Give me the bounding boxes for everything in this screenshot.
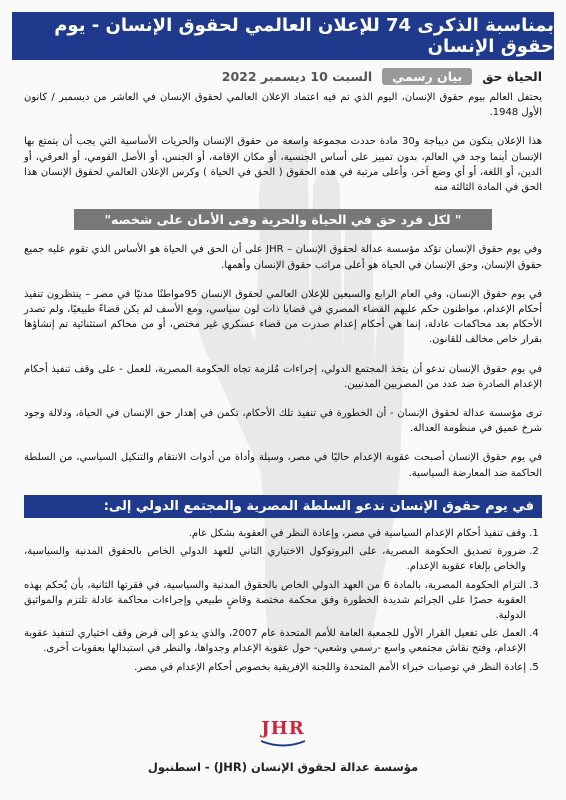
body-paragraph-2: في يوم حقوق الإنسان، وفي العام الرابع والسبعين للإعلان العالمي لحقوق الإنسان 95مواطنًا مدنيًا في مصر – ينتظرون تنفيذ أحكام الإعدام، مواطنون حكم عليهم القضاء المصري في قضايا ذات لون سياسي، ومع الأسف لم يكن قضاءً طبيعيًا، ولم تصدر الأحكام بعد محاكمات عادلة، إنما هي أحكام إعدام صدرت من قضاء عسكري غير مختص، أو من محاكم استثنائية تم إنشاؤها بقرار خاص مخالف للقانون. <box>24 288 542 346</box>
declaration-paragraph: هذا الإعلان يتكون من ديباجة و30 مادة حددت مجموعة واسعة من حقوق الإنسان والحريات الأساسية التي يجب أن يتمتع بها الإنسان أينما وجد في العالم، بدون تمييز على أساس الجنسية، أو مكان الإقامة، أو الجنس، أو الأصل القومي، أو العرقي، أو الدين، أو اللغة، أو أي وضع آخر، وأعلى مرتبة في هذه الحقوق ( الحق في الحياة ) وكرس الإعلان العالمي لحقوق الإنسان هذا الحق في المادة الثالثة منه <box>24 136 542 194</box>
list-item: 5. إعادة النظر في توصيات خبراء الأمم المتحدة واللجنة الإفريقية بخصوص أحكام الإعدام في مصر. <box>24 660 526 675</box>
body-paragraph-4: ترى مؤسسة عدالة لحقوق الإنسان - أن الخطورة في تنفيذ تلك الأحكام، تكمن في إهدار حق الإنسان في الحياة، ودلالة وجود شرخ عميق في منظومة العدالة. <box>24 408 542 435</box>
body-paragraph-3: في يوم حقوق الإنسان ندعو أن يتخذ المجتمع الدولي، إجراءات مُلزمة تجاه الحكومة المصرية، للعمل - على وقف تنفيذ أحكام الإعدام الصادرة ضد عدد من المصريين المدنيين. <box>24 363 542 390</box>
quote-banner: " لكل فرد حق في الحياة والحرية وفى الأمان على شخصه" <box>74 209 492 230</box>
subline <box>24 66 542 86</box>
date: السبت 10 ديسمبر 2022 <box>221 68 373 84</box>
body-paragraph-1: وفي يوم حقوق الإنسان تؤكد مؤسسة عدالة لحقوق الإنسان – JHR على أن الحق في الحياة هو الأساس الذي تقوم عليه جميع حقوق الإنسان، وحق الإنسان في الحياة هو أعلى مراتب حقوق الإنسان وأهمها. <box>24 244 542 271</box>
list-item: 3. التزام الحكومة المصرية، بالمادة 6 من العهد الدولي الخاص بالحقوق المدنية والسياسية، في فقرتها الثانية، بأن يُحكم بهذه العقوبة حصرًا على الجرائم شديدة الخطورة وفق محكمة مختصة وقاضٍ طبيعي وإجراءات محاكمة عادلة تلتزم والمواثيق الدولية. <box>24 578 526 624</box>
list-item: 2. ضرورة تصديق الحكومة المصرية، على البروتوكول الاختياري الثاني للعهد الدولي الخاص بالحقوق المدنية والسياسية، والخاص بإلغاء عقوبة الإعدام. <box>24 544 526 574</box>
organization-name: مؤسسة عدالة لحقوق الإنسان (JHR) - اسطنبول <box>147 760 419 774</box>
demands-list <box>24 526 542 675</box>
list-item: 1. وقف تنفيذ أحكام الإعدام السياسية في مصر، وإعادة النظر في العقوبة بشكل عام. <box>24 526 526 541</box>
jhr-logo <box>0 718 566 748</box>
demands-heading: في يوم حقوق الإنسان ندعو السلطة المصرية والمجتمع الدولي إلى: <box>24 495 542 518</box>
list-item: 4. العمل على تفعيل القرار الأول للجمعية العامة للأمم المتحدة عام 2007، والذي يدعو إلى فرض وقف اختياري لتنفيذ عقوبة الإعدام، وفتح نقاش مجتمعي واسع -رسمي وشعبي- حول عقوبة الإعدام وجدواها، والنظر في استبدالها بعقوبات أخرى. <box>24 626 526 656</box>
subline-label: الحياة حق <box>482 68 542 84</box>
statement-badge: بيان رسمي <box>382 68 472 85</box>
logo-swoosh-icon <box>259 738 307 748</box>
logo-text: JHR <box>261 718 305 739</box>
document-body <box>24 90 542 678</box>
page-title: بمناسبة الذكرى 74 للإعلان العالمي لحقوق الإنسان - يوم حقوق الإنسان <box>12 12 554 60</box>
intro-paragraph: يحتفل العالم بيوم حقوق الإنسان، اليوم الذي تم فيه اعتماد الإعلان العالمي لحقوق الإنسان في العاشر من ديسمبر / كانون الأول 1948. <box>24 92 542 119</box>
body-paragraph-5: في يوم حقوق الإنسان أصبحت عقوبة الإعدام حاليًا في مصر، وسيلة وأداة من أدوات الانتقام والتنكيل السياسي، من السلطة الحاكمة ضد المعارضة السياسية. <box>24 452 542 479</box>
